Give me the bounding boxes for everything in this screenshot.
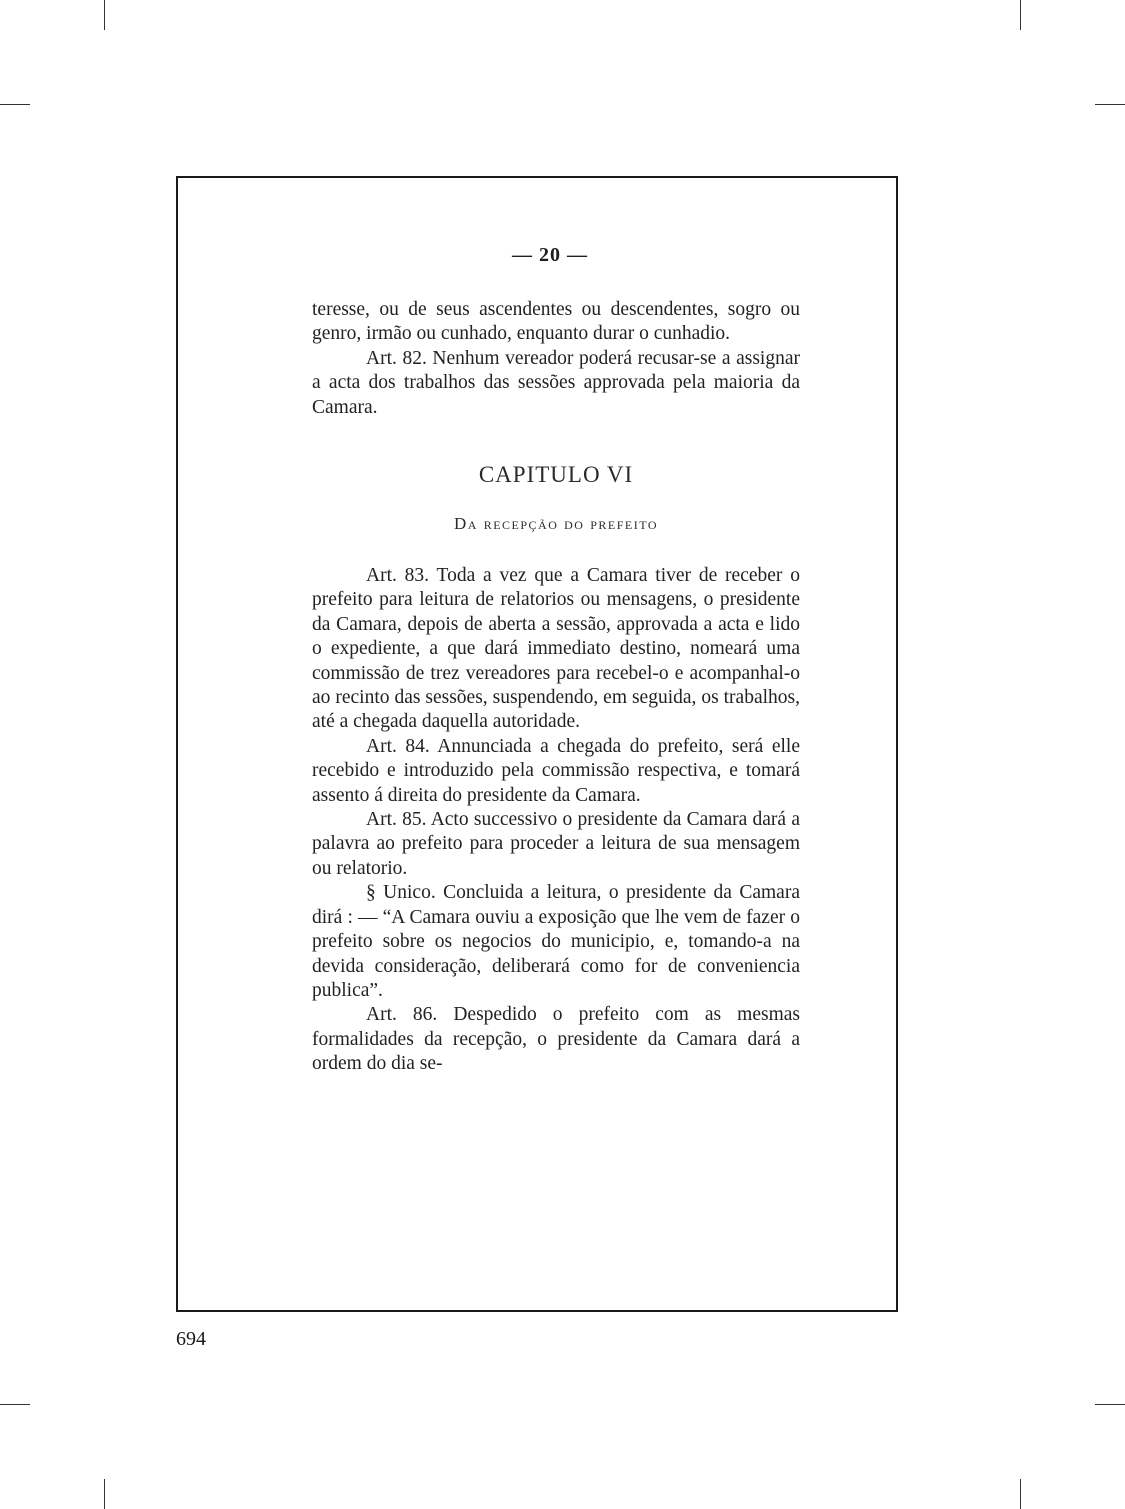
paragraph-art-82: Art. 82. Nenhum vereador poderá recusar-se a assignar a acta dos trabalhos das sessões approvada pela maioria da Camara. bbox=[312, 347, 800, 418]
scanned-page-number: — 20 — bbox=[512, 244, 588, 266]
crop-mark-left-lower bbox=[0, 1404, 30, 1405]
paragraph-art-84: Art. 84. Annunciada a chegada do prefeito, será elle recebido e introduzido pela commissão respectiva, e tomará assento á direita do presidente da Camara. bbox=[312, 735, 800, 806]
crop-mark-top-left bbox=[104, 0, 105, 30]
paragraph-art-83: Art. 83. Toda a vez que a Camara tiver de receber o prefeito para leitura de relatorios ou mensagens, o presidente da Camara, depois de aberta a sessão, approvada a acta e lido o expediente, a que dará immediato destino, nomeará uma commissão de trez vereadores para recebel-o e acompanhal-o ao recinto das sessões, suspendendo, em seguida, os trabalhos, até a chegada daquella autoridade. bbox=[312, 565, 800, 733]
paragraph-art-86: Art. 86. Despedido o prefeito com as mesmas formalidades da recepção, o presidente da Camara dará a ordem do dia se- bbox=[312, 1004, 800, 1075]
crop-mark-left-upper bbox=[0, 104, 30, 105]
book-folio-number: 694 bbox=[176, 1328, 206, 1350]
crop-mark-right-lower bbox=[1095, 1404, 1125, 1405]
opening-paragraphs bbox=[312, 298, 800, 420]
crop-mark-top-right bbox=[1020, 0, 1021, 30]
chapter-subtitle: Da recepção do prefeito bbox=[454, 514, 658, 533]
paragraph-art-85: Art. 85. Acto successivo o presidente da Camara dará a palavra ao prefeito para proceder a leitura de sua mensagem ou relatorio. bbox=[312, 809, 800, 879]
crop-mark-bottom-right bbox=[1020, 1479, 1021, 1509]
chapter-body bbox=[312, 564, 800, 1077]
chapter-title: CAPITULO VI bbox=[478, 462, 634, 487]
crop-mark-right-upper bbox=[1095, 104, 1125, 105]
paragraph-unico: § Unico. Concluida a leitura, o presidente da Camara dirá : — “A Camara ouviu a exposição que lhe vem de fazer o prefeito sobre os negocios do municipio, e, tomando-a na devida consideração, deliberará como for de conveniencia publica”. bbox=[312, 882, 800, 1001]
paragraph-continuation: teresse, ou de seus ascendentes ou descendentes, sogro ou genro, irmão ou cunhado, enquanto durar o cunhadio. bbox=[312, 299, 800, 345]
crop-mark-bottom-left bbox=[104, 1479, 105, 1509]
